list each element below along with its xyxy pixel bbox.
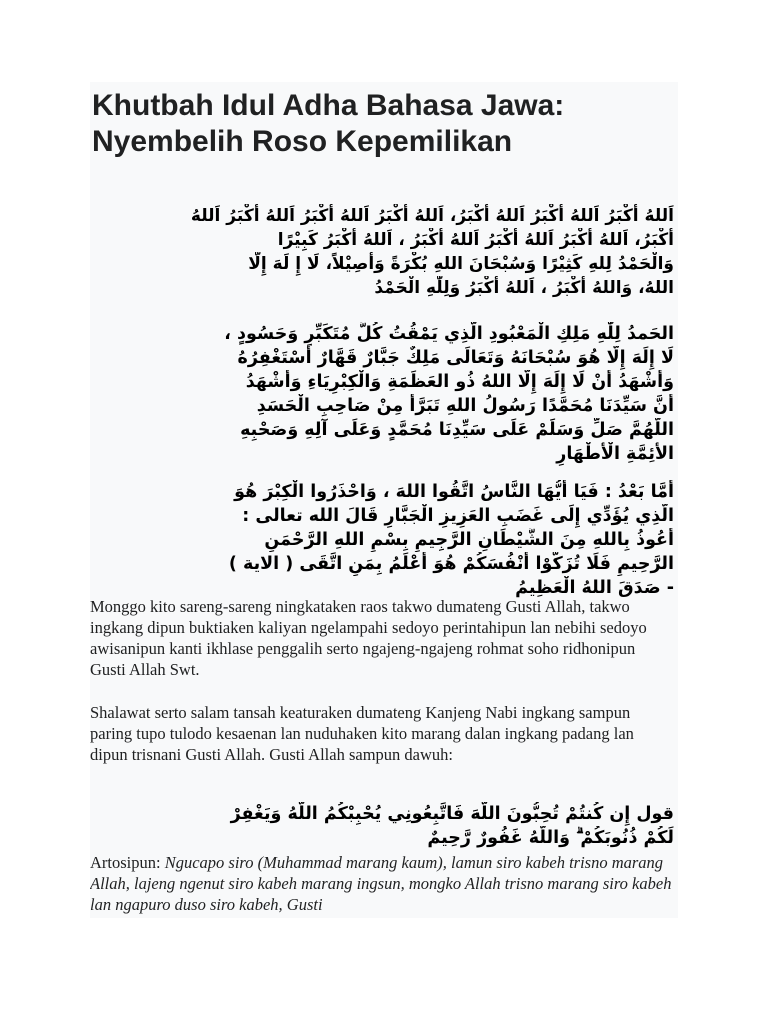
- hamdalah-line: الأَئِمَّةِ الْأَطْهَارِ: [556, 444, 674, 464]
- paragraph-shalawat: Shalawat serto salam tansah keaturaken dumateng Kanjeng Nabi ingkang sampun paring tupo tulodo kesaenan lan nuduhaken kito marang dalan ingkang padang lan dipun trisnani Gusti Allah. Gusti Allah sampun dawuh:: [90, 703, 634, 764]
- hamdalah-line: وَأَشْهَدُ أَنْ لَا إِلَهَ إِلَّا اللهُ ذُو العَظَمَةِ وَالْكِبْرِيَاءِ وَأَشْهَدُ: [245, 372, 674, 392]
- article-title: [90, 82, 678, 162]
- takbir-line: اللهُ، وَاللهُ أَكْبَرُ ، اَللهُ أَكْبَرُ وَلِلّٰهِ الْحَمْدُ: [374, 278, 674, 298]
- amma-line: - صَدَقَ اللهُ الْعَظِيمُ: [515, 578, 674, 598]
- hamdalah-line: لَا إِلَهَ إِلَّا هُوَ سُبْحَانَهُ وَتَعَالَى مَلِكٌ جَبَّارٌ قَهَّارٌ أَسْتَغْفِرُهُ: [237, 348, 674, 368]
- amma-line: أَعُوذُ بِاللهِ مِنَ الشَّيْطَانِ الرَّجِيمِ بِسْمِ اللهِ الرَّحْمَنِ: [264, 530, 674, 550]
- paragraph-translation: [90, 852, 672, 915]
- amma-line: أَمَّا بَعْدُ : فَيَا أَيُّهَا النَّاسُ اتَّقُوا اللهَ ، وَاحْذَرُوا الْكِبْرَ هُوَ: [234, 482, 674, 502]
- hamdalah-line: أَنَّ سَيِّدَنَا مُحَمَّدًا رَسُولُ اللهِ تَبَرَّأَ مِنْ صَاحِبِ الْحَسَدِ: [256, 396, 674, 416]
- hamdalah-line: الحَمدُ لِلّٰهِ مَلِكِ الْمَعْبُودِ الَّذِي يَمْقُتُ كُلَّ مُتَكَبِّرٍ وَحَسُودٍ ،: [224, 324, 674, 344]
- takbir-line: أَكْبَرُ، اَللهُ أَكْبَرُ اَللهُ أَكْبَرُ اَللهُ أَكْبَرُ ، اَللهُ أَكْبَرُ كَبِيْرًا: [277, 230, 674, 250]
- document-page: [90, 82, 678, 918]
- takbir-block: [100, 204, 674, 300]
- amma-line: الرَّحِيمِ فَلَا تُزَكُّوْا أَنْفُسَكُمْ هُوَ أَعْلَمُ بِمَنِ اتَّقَى ( الاية ): [228, 554, 674, 574]
- takbir-line: وَالْحَمْدُ لِلهِ كَثِيْرًا وَسُبْحَانَ اللهِ بُكْرَةً وَأَصِيْلاً، لَا إِ لَهَ إِلَّا: [248, 254, 674, 274]
- title-line-1: Khutbah Idul Adha Bahasa Jawa:: [92, 89, 565, 122]
- takbir-line: اَللهُ أَكْبَرُ اَللهُ أَكْبَرُ اَللهُ أَكْبَرُ، اَللهُ أَكْبَرُ اَللهُ أَكْبَرُ اَللهُ أَكْبَرُ اَللهُ: [190, 206, 674, 226]
- verse-line: لَكُمْ ذُنُوبَكُمْ ۗ وَاللَّهُ غَفُورٌ رَّحِيمٌ: [427, 828, 674, 848]
- hamdalah-block: [90, 322, 674, 466]
- paragraph-takwo: Monggo kito sareng-sareng ningkataken raos takwo dumateng Gusti Allah, takwo ingkang dipun buktiaken kaliyan ngelampahi sedoyo perintahipun lan nebihi sedoyo awisanipun kanti ikhlase penggalih serto ngajeng-ngajeng rohmat soho ridhonipun Gusti Allah Swt.: [90, 597, 647, 679]
- amma-badu-block: [90, 480, 674, 600]
- quran-verse-block: [98, 802, 674, 850]
- verse-line: قول إِن كُنتُمْ تُحِبُّونَ اللَّهَ فَاتَّبِعُونِي يُحْبِبْكُمُ اللَّهُ وَيَغْفِرْ: [230, 804, 674, 824]
- translation-text: Ngucapo siro (Muhammad marang kaum), lamun siro kabeh trisno marang Allah, lajeng ngenut siro kabeh marang ingsun, mongko Allah trisno marang siro kabeh lan ngapuro duso siro kabeh, Gusti: [90, 853, 672, 914]
- amma-line: الَّذِي يُؤَدِّي إِلَى غَضَبِ العَزِيزِ الْجَبَّارِ قَالَ الله تعالى :: [242, 506, 674, 526]
- translation-label: Artosipun:: [90, 853, 165, 872]
- hamdalah-line: اللَّهُمَّ صَلِّ وَسَلِّمْ عَلَى سَيِّدِنَا مُحَمَّدٍ وَعَلَى آلِهِ وَصَحْبِهِ: [240, 420, 674, 440]
- title-line-2: Nyembelih Roso Kepemilikan: [92, 125, 513, 158]
